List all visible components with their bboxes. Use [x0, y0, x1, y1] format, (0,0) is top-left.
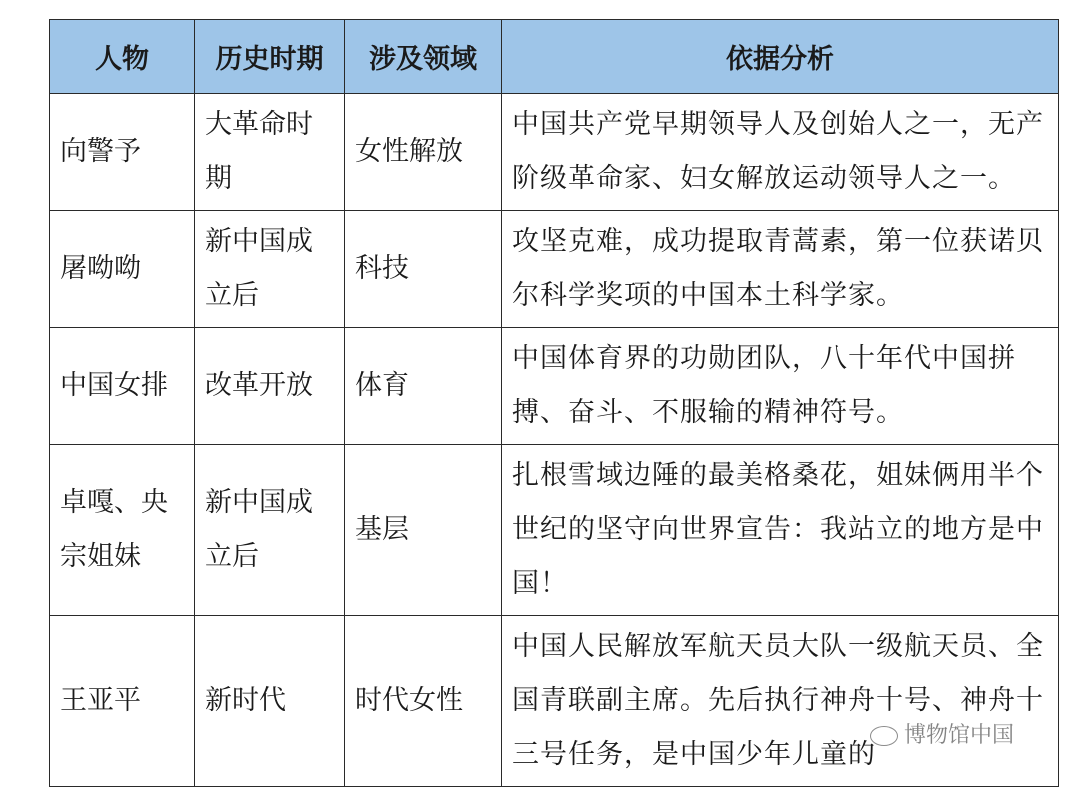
- wechat-icon: [870, 726, 898, 746]
- table-row: [50, 445, 1059, 616]
- cell-analysis: 中国共产党早期领导人及创始人之一，无产阶级革命家、妇女解放运动领导人之一。: [502, 94, 1059, 211]
- cell-person: 屠呦呦: [50, 211, 195, 328]
- cell-field: 体育: [345, 328, 502, 445]
- header-field: 涉及领域: [345, 20, 502, 94]
- cell-field: 科技: [345, 211, 502, 328]
- cell-period: 新中国成立后: [195, 445, 345, 616]
- cell-person: 卓嘎、央宗姐妹: [50, 445, 195, 616]
- cell-person: 王亚平: [50, 616, 195, 787]
- cell-field: 时代女性: [345, 616, 502, 787]
- header-analysis: 依据分析: [502, 20, 1059, 94]
- cell-analysis: 中国体育界的功勋团队，八十年代中国拼搏、奋斗、不服输的精神符号。: [502, 328, 1059, 445]
- table-row: [50, 616, 1059, 787]
- cell-period: 新时代: [195, 616, 345, 787]
- cell-analysis: 扎根雪域边陲的最美格桑花，姐妹俩用半个世纪的坚守向世界宣告：我站立的地方是中国！: [502, 445, 1059, 616]
- cell-period: 改革开放: [195, 328, 345, 445]
- cell-analysis: 攻坚克难，成功提取青蒿素，第一位获诺贝尔科学奖项的中国本土科学家。: [502, 211, 1059, 328]
- header-row: [50, 20, 1059, 94]
- table-row: [50, 328, 1059, 445]
- table-row: [50, 94, 1059, 211]
- cell-field: 女性解放: [345, 94, 502, 211]
- cell-person: 向警予: [50, 94, 195, 211]
- cell-person: 中国女排: [50, 328, 195, 445]
- figures-table: [49, 19, 1059, 787]
- table-row: [50, 211, 1059, 328]
- cell-period: 新中国成立后: [195, 211, 345, 328]
- cell-period: 大革命时期: [195, 94, 345, 211]
- header-period: 历史时期: [195, 20, 345, 94]
- watermark-text: 博物馆中国: [904, 723, 1015, 748]
- watermark: [870, 718, 1014, 749]
- header-person: 人物: [50, 20, 195, 94]
- cell-field: 基层: [345, 445, 502, 616]
- cell-analysis: 中国人民解放军航天员大队一级航天员、全国青联副主席。先后执行神舟十号、神舟十三号任务，是中国少年儿童的: [502, 616, 1059, 787]
